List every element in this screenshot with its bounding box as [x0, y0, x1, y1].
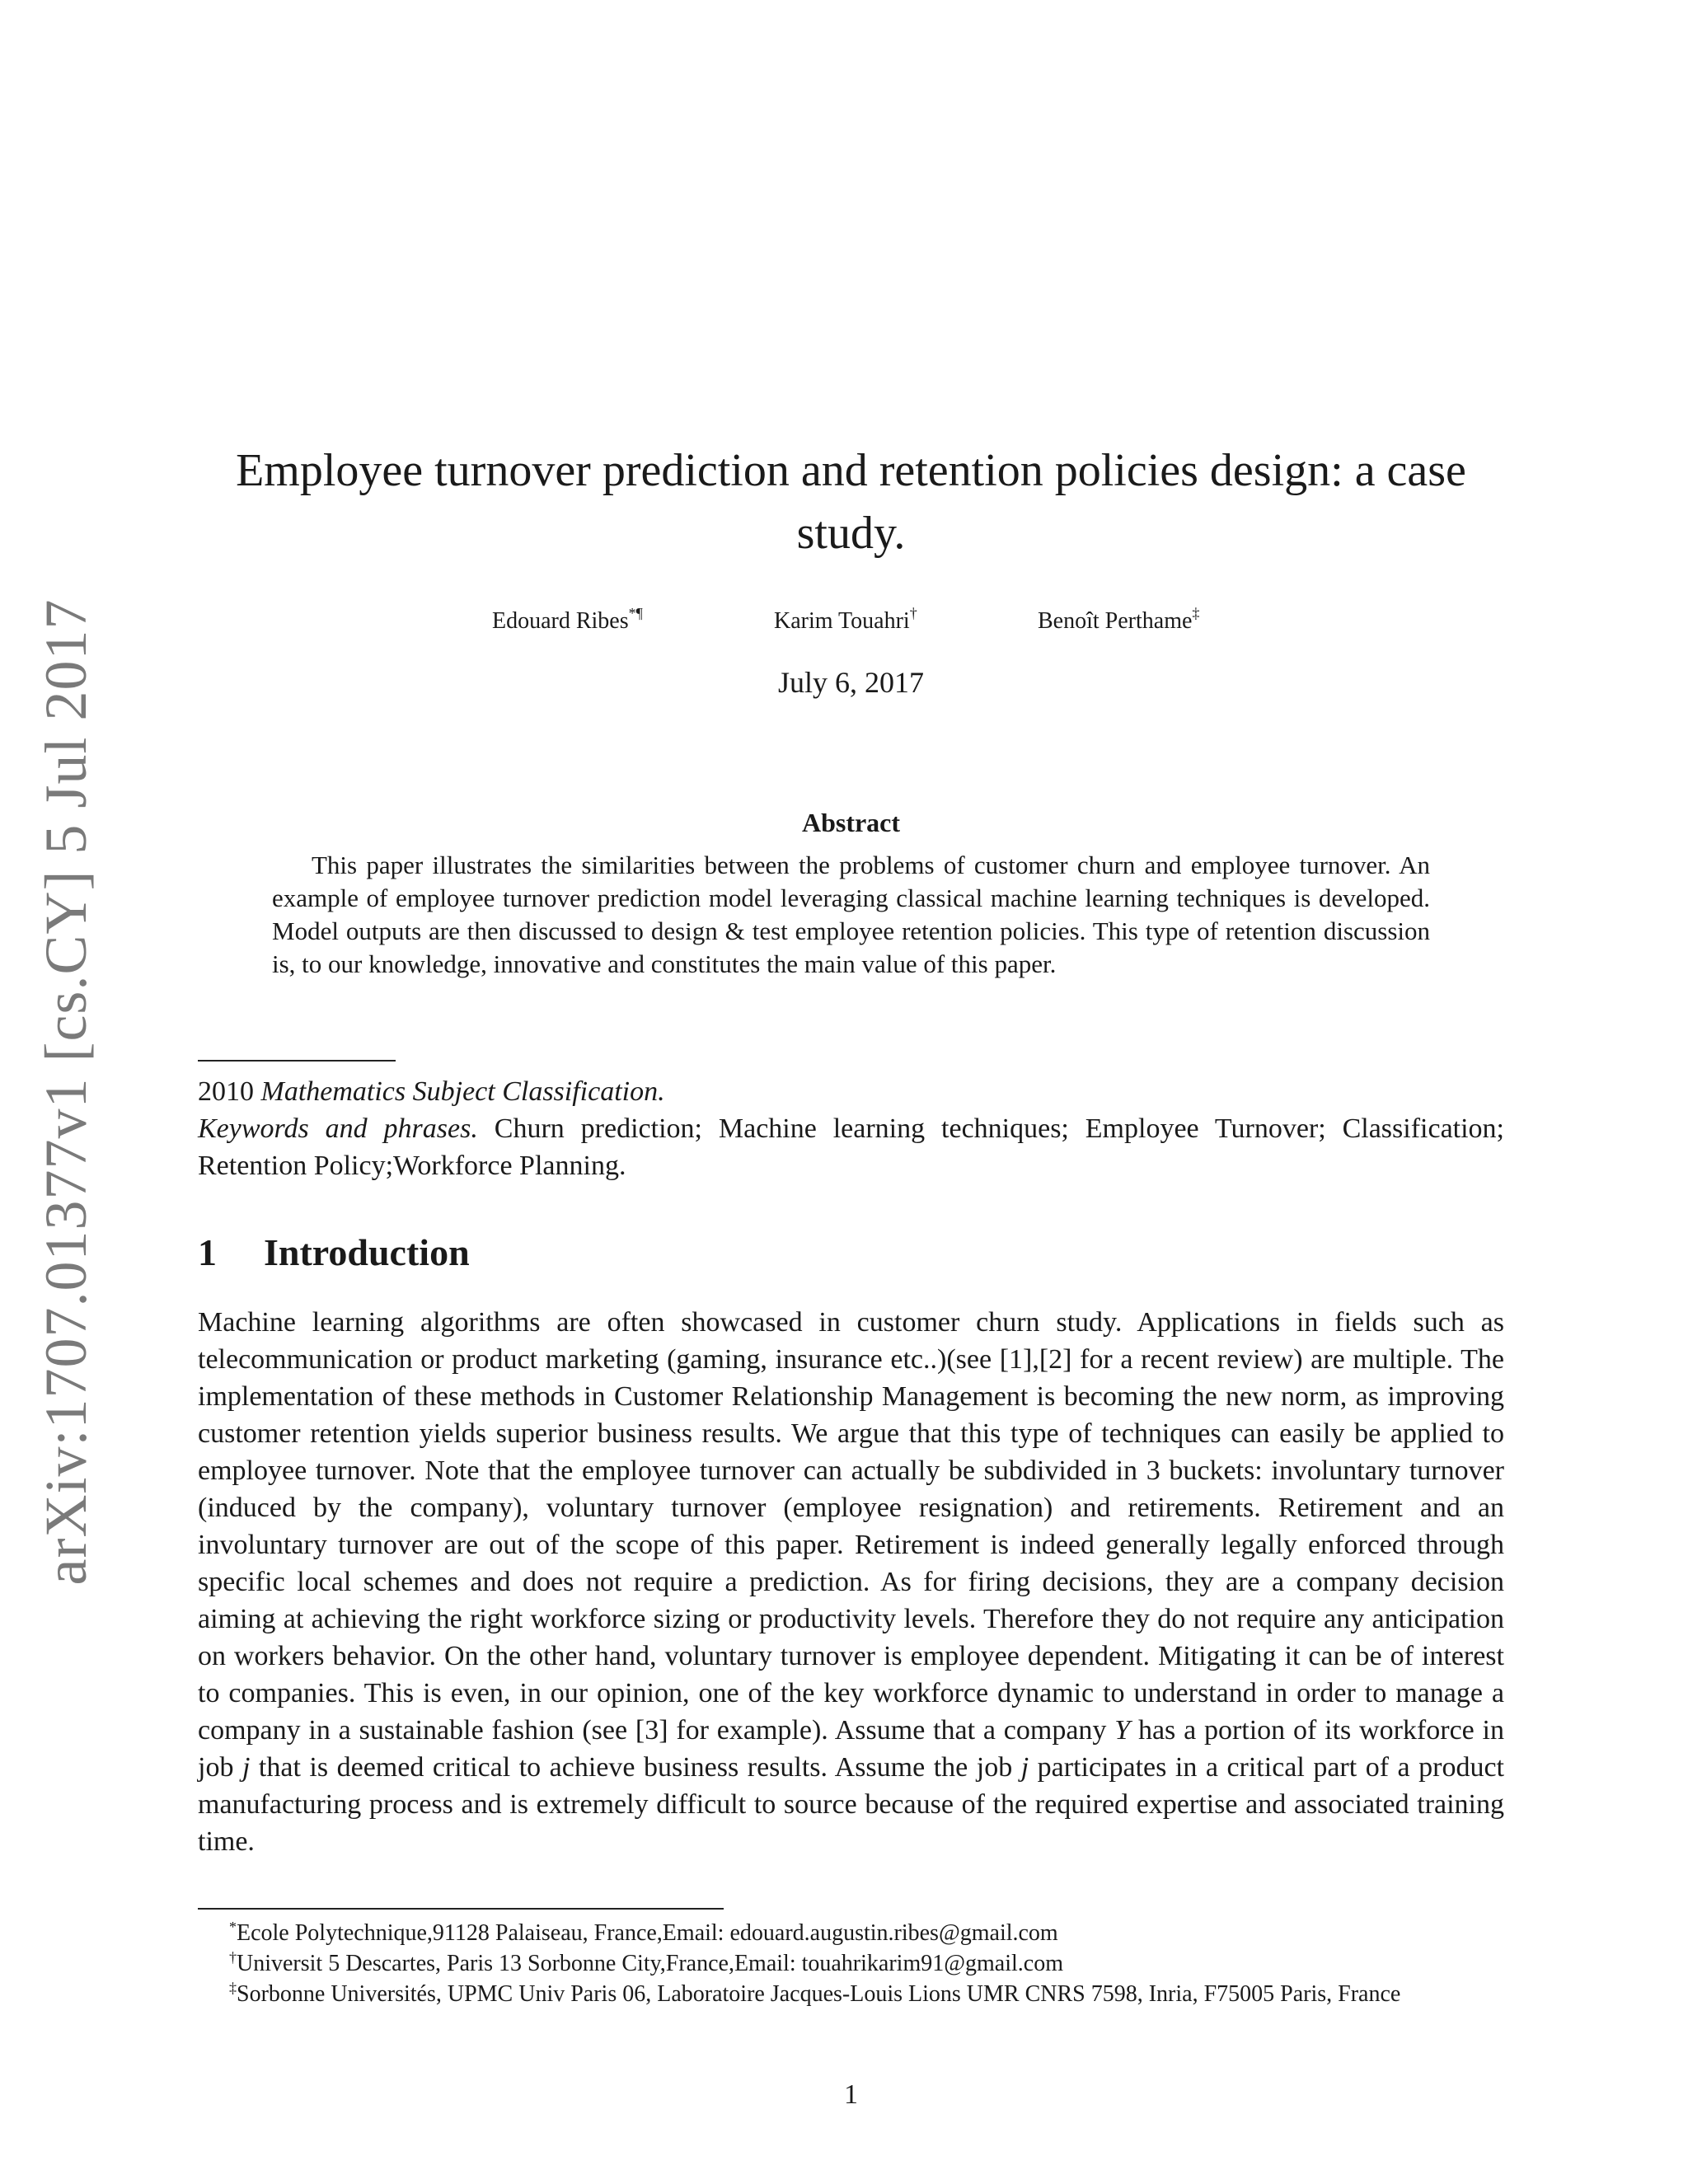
- abstract-heading: Abstract: [801, 808, 901, 837]
- author-1: [492, 605, 643, 638]
- front-matter-divider: [198, 1060, 396, 1062]
- keywords-label: Keywords and phrases.: [198, 1113, 478, 1144]
- abstract-text: This paper illustrates the similarities between the problems of customer churn and employee turnover. An example of employee turnover prediction model leveraging classical machine learning techniques is developed. Model outputs are then discussed to design & test employee retention policies. This type of retention discussion is, to our knowledge, innovative and constitutes the main value of this paper.: [272, 851, 1430, 978]
- intro-text: has a portion of its workforce in job: [198, 1715, 1505, 1783]
- footnote-1: [198, 1918, 1504, 1948]
- author-name: Edouard Ribes: [492, 608, 629, 634]
- section-title: Introduction: [264, 1231, 470, 1273]
- arxiv-identifier-stamp: arXiv:1707.01377v1 [cs.CY] 5 Jul 2017: [33, 598, 99, 1586]
- author-list: [198, 605, 1504, 638]
- footnote-2: [198, 1948, 1504, 1979]
- intro-paragraph-1: Machine learning algorithms are often showcased in customer churn study. Applications in fields such as telecommunication or product marketing (gaming, insurance etc..)(see [1],[2] for a recent review) are multiple. The implementation of these methods in Customer Relationship Management is becoming the new norm, as improving customer retention yields superior business results. We argue that this type of techniques can easily be applied to employee turnover. Note that the employee turnover can actually be subdivided in 3 buckets: involuntary turnover (induced by the company), voluntary turnover (employee resignation) and retirements. Retirement and an involuntary turnover are out of the scope of this paper. Retirement is indeed generally legally enforced through specific local schemes and does not require a prediction. As for firing decisions, they are a company decision aiming at achieving the right workforce sizing or productivity levels. Therefore they do not require any anticipation on workers behavior. On the other hand, voluntary turnover is employee dependent. Mitigating it can be of interest to companies. This is even, in our opinion, one of the key workforce dynamic to understand in order to manage a company in a sustainable fashion (see [3] for example).: [198, 1307, 1504, 1746]
- footnote-divider: [198, 1908, 724, 1910]
- footnote-text: Sorbonne Universités, UPMC Univ Paris 06, Laboratoire Jacques-Louis Lions UMR CNRS 7598, Inria, F75005 Paris, France: [237, 1981, 1401, 2007]
- page-number: 1: [844, 2079, 858, 2110]
- footnote-mark: *: [229, 1919, 237, 1935]
- author-name: Karim Touahri: [774, 608, 910, 634]
- msc-classification: [198, 1073, 1504, 1110]
- publication-date: July 6, 2017: [777, 666, 924, 699]
- author-2: [774, 605, 917, 638]
- math-variable: Y: [1114, 1715, 1131, 1746]
- intro-text: Assume that a company: [834, 1715, 1115, 1746]
- paper-title: Employee turnover prediction and retention policies design: a case study.: [236, 445, 1466, 559]
- msc-label: Mathematics Subject Classification.: [260, 1076, 665, 1107]
- footnote-mark: †: [229, 1949, 237, 1966]
- author-name: Benoît Perthame: [1038, 608, 1193, 634]
- footnotes: [198, 1918, 1504, 2009]
- math-variable: j: [241, 1752, 251, 1783]
- footnote-3: [198, 1979, 1504, 2009]
- footnote-text: Universit 5 Descartes, Paris 13 Sorbonne City,France,Email: touahrikarim91@gmail.com: [237, 1951, 1063, 1976]
- section-number: 1: [198, 1231, 217, 1273]
- intro-text: that is deemed critical to achieve business results. Assume the job: [250, 1752, 1021, 1783]
- author-affiliation-mark: ‡: [1192, 605, 1200, 621]
- footnote-text: Ecole Polytechnique,91128 Palaiseau, France,Email: edouard.augustin.ribes@gmail.com: [237, 1920, 1058, 1946]
- keywords-text: Churn prediction; Machine learning techniques; Employee Turnover; Classification; Retention Policy;Workforce Planning.: [198, 1113, 1505, 1181]
- intro-text: participates in a critical part of a product manufacturing process and is extremely difficult to source because of the required expertise and associated training time.: [198, 1752, 1504, 1857]
- math-variable: j: [1020, 1752, 1029, 1783]
- introduction-body: [198, 1304, 1504, 1860]
- author-affiliation-mark: †: [909, 605, 917, 621]
- author-3: [1038, 605, 1199, 638]
- keywords: [198, 1110, 1504, 1184]
- section-heading-introduction: [198, 1228, 1504, 1277]
- footnote-mark: ‡: [229, 1980, 237, 1996]
- msc-year: 2010: [198, 1076, 254, 1107]
- author-affiliation-mark: *¶: [628, 605, 643, 621]
